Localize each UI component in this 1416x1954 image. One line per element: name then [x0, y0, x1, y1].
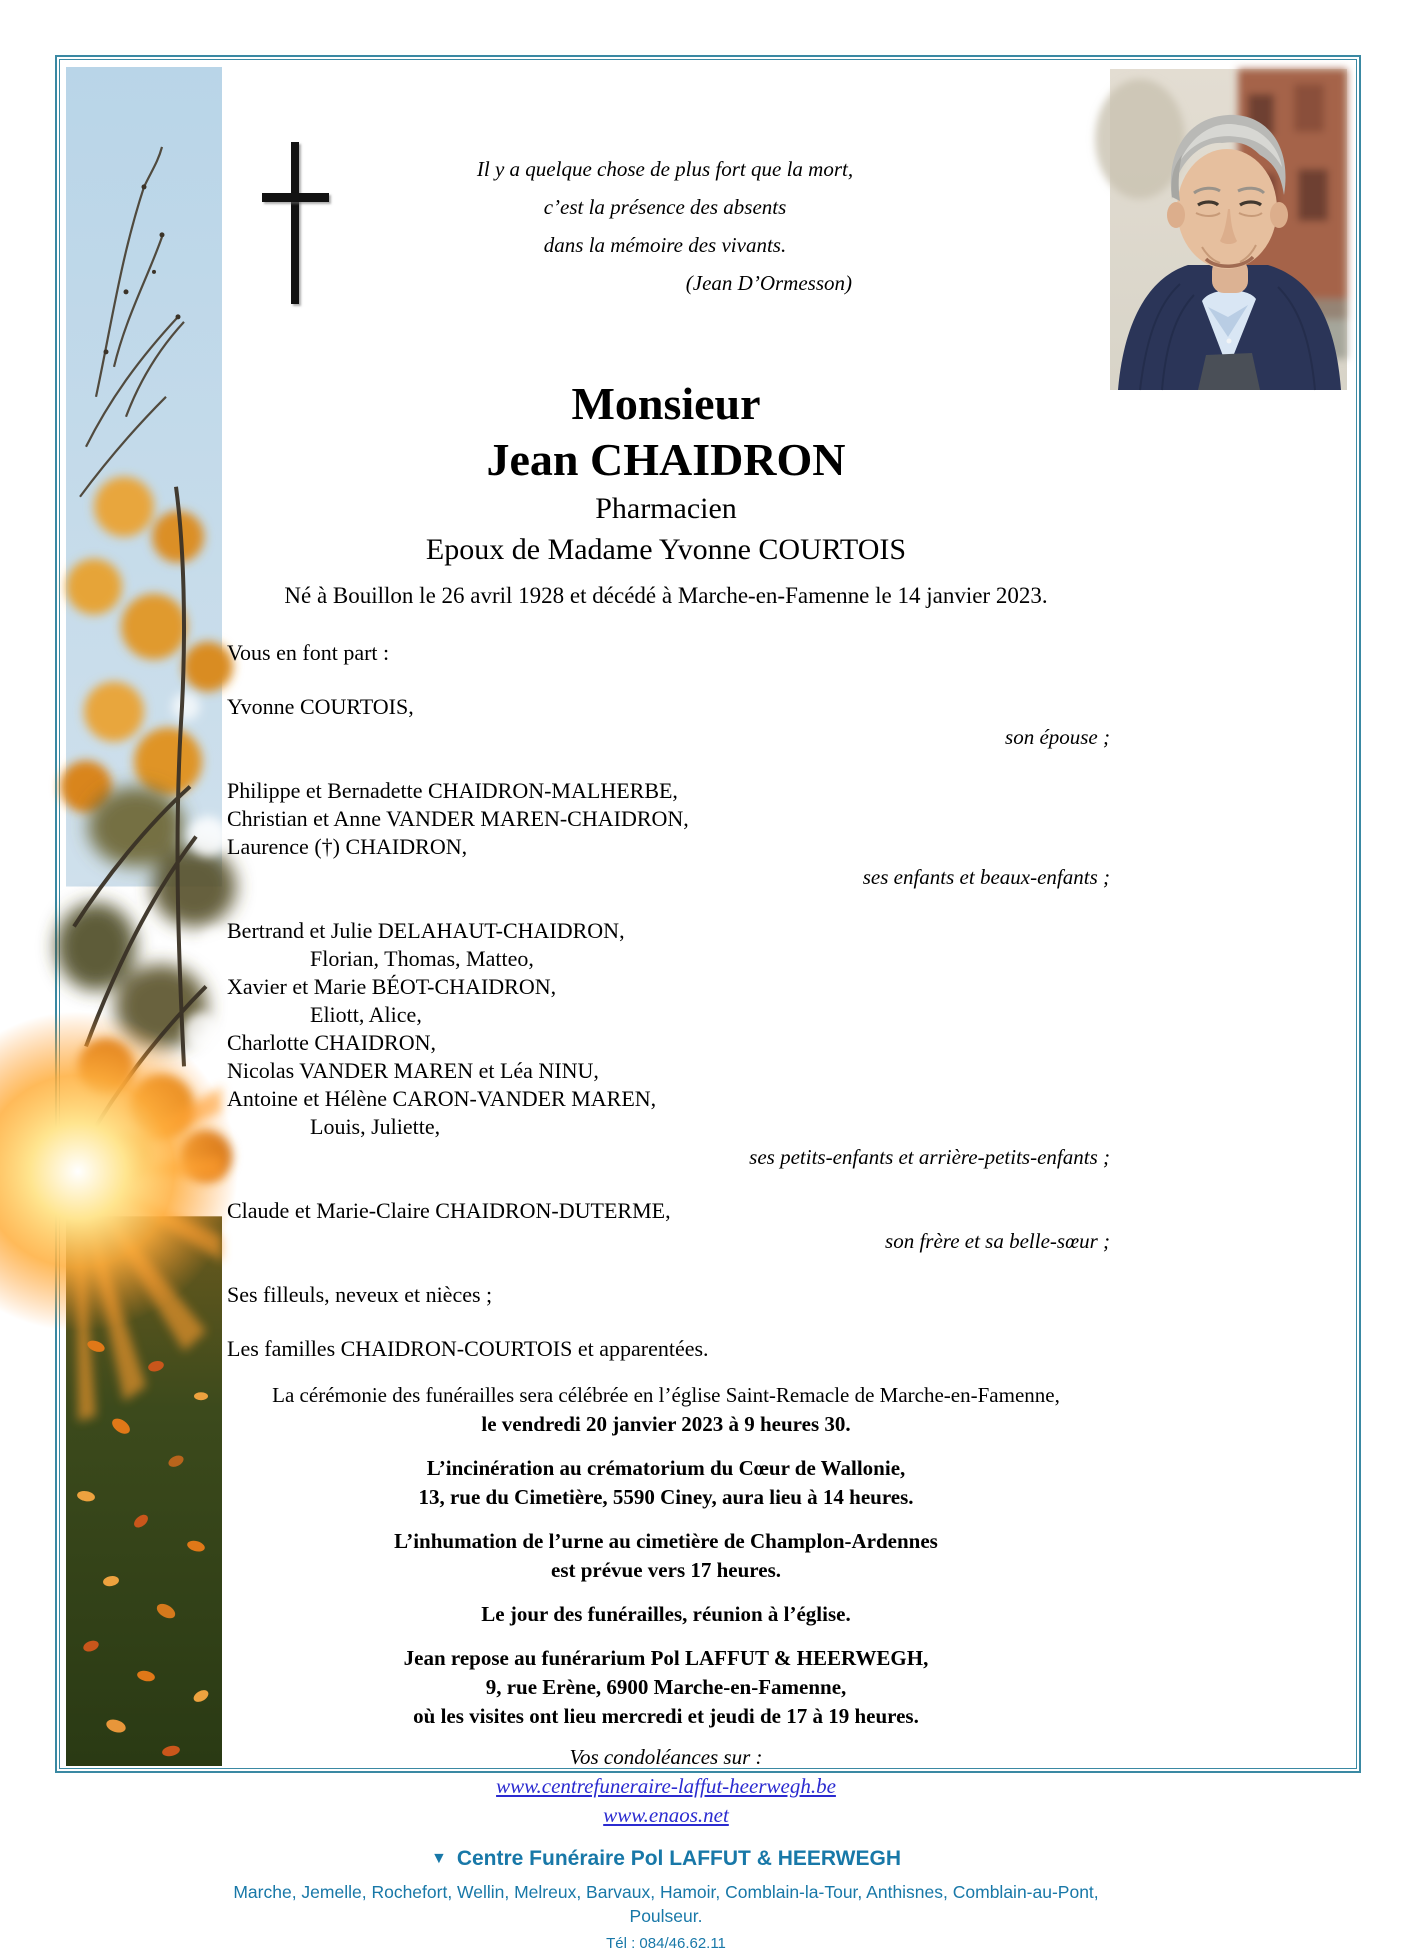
- family-member-line: Nicolas VANDER MAREN et Léa NINU,: [227, 1058, 599, 1083]
- family-member-line: Antoine et Hélène CARON-VANDER MAREN,: [227, 1086, 657, 1111]
- ceremony-line: L’inhumation de l’urne au cimetière de Champlon-Ardennes: [394, 1529, 938, 1553]
- funeral-home-name-text: Centre Funéraire Pol LAFFUT & HEERWEGH: [456, 1847, 901, 1870]
- announcement-body: [222, 376, 1110, 1954]
- condolence-website-link[interactable]: www.centrefuneraire-laffut-heerwegh.be: [496, 1774, 836, 1798]
- relationship-label: ses petits-enfants et arrière-petits-enfants ;: [749, 1145, 1110, 1169]
- ceremony-paragraph: [222, 1454, 1110, 1512]
- condolences-label: Vos condoléances sur :: [569, 1745, 763, 1769]
- family-member-line: Ses filleuls, neveux et nièces ;: [227, 1282, 493, 1307]
- family-member-line: Claude et Marie-Claire CHAIDRON-DUTERME,: [227, 1198, 671, 1223]
- deceased-profession: Pharmacien: [595, 492, 737, 525]
- family-member-line: Louis, Juliette,: [310, 1114, 441, 1139]
- ceremony-line: 9, rue Erène, 6900 Marche-en-Famenne,: [485, 1675, 847, 1699]
- deceased-name: Jean CHAIDRON: [486, 434, 846, 485]
- ceremony-line: le vendredi 20 janvier 2023 à 9 heures 30.: [481, 1412, 851, 1436]
- quote-line: Il y a quelque chose de plus fort que la mort,: [476, 157, 854, 181]
- ceremony-paragraph: [222, 1644, 1110, 1731]
- relationship-label: son épouse ;: [1005, 725, 1110, 749]
- family-list: [222, 693, 1110, 1363]
- family-member-line: Laurence (†) CHAIDRON,: [227, 834, 468, 859]
- ceremony-line: Jean repose au funérarium Pol LAFFUT & HEERWEGH,: [403, 1646, 929, 1670]
- condolences-section: [222, 1743, 1110, 1830]
- triangle-icon: ▼: [430, 1850, 447, 1867]
- portrait-photo: [1110, 69, 1347, 390]
- quote-line: dans la mémoire des vivants.: [543, 233, 787, 257]
- ceremony-paragraph: [222, 1600, 1110, 1629]
- ceremony-line: est prévue vers 17 heures.: [551, 1558, 781, 1582]
- family-member-line: Xavier et Marie BÉOT-CHAIDRON,: [227, 974, 557, 999]
- family-member-line: Christian et Anne VANDER MAREN-CHAIDRON,: [227, 806, 689, 831]
- announcement-intro: Vous en font part :: [227, 640, 390, 665]
- family-member-line: Bertrand et Julie DELAHAUT-CHAIDRON,: [227, 918, 625, 943]
- ceremony-line: L’incinération au crématorium du Cœur de Wallonie,: [426, 1456, 906, 1480]
- ceremony-paragraph: [222, 1381, 1110, 1439]
- quote-attribution: (Jean D’Ormesson): [685, 271, 852, 295]
- family-member-line: Philippe et Bernadette CHAIDRON-MALHERBE,: [227, 778, 678, 803]
- relationship-label: ses enfants et beaux-enfants ;: [862, 865, 1110, 889]
- ceremony-section: [222, 1381, 1110, 1731]
- condolences-links: [222, 1772, 1110, 1830]
- ceremony-paragraph: [222, 1527, 1110, 1585]
- family-member-line: Charlotte CHAIDRON,: [227, 1030, 436, 1055]
- life-dates-line: Né à Bouillon le 26 avril 1928 et décédé à Marche-en-Famenne le 14 janvier 2023.: [284, 583, 1048, 608]
- funeral-home-name: [222, 1844, 1110, 1874]
- ceremony-line: 13, rue du Cimetière, 5590 Ciney, aura lieu à 14 heures.: [418, 1485, 914, 1509]
- deceased-spouse-line: Epoux de Madame Yvonne COURTOIS: [425, 533, 907, 566]
- family-member-line: Florian, Thomas, Matteo,: [310, 946, 534, 971]
- funeral-home-phone: Tél : 084/46.62.11: [606, 1935, 726, 1952]
- memorial-quote: [420, 150, 910, 302]
- ceremony-line: Le jour des funérailles, réunion à l’église.: [481, 1602, 851, 1626]
- condolence-website-link[interactable]: www.enaos.net: [603, 1803, 729, 1827]
- quote-line: c’est la présence des absents: [543, 195, 787, 219]
- relationship-label: son frère et sa belle-sœur ;: [885, 1229, 1110, 1253]
- ceremony-line: La cérémonie des funérailles sera célébrée en l’église Saint-Remacle de Marche-en-Famenne,: [272, 1383, 1060, 1407]
- family-member-line: Eliott, Alice,: [310, 1002, 422, 1027]
- funeral-home-footer: [222, 1844, 1110, 1954]
- ceremony-line: où les visites ont lieu mercredi et jeudi de 17 à 19 heures.: [413, 1704, 919, 1728]
- autumn-photo-strip: [66, 67, 222, 1766]
- deceased-title: Monsieur: [571, 378, 761, 429]
- family-member-line: Yvonne COURTOIS,: [227, 694, 414, 719]
- family-member-line: Les familles CHAIDRON-COURTOIS et apparentées.: [227, 1336, 709, 1361]
- funeral-home-cities: Marche, Jemelle, Rochefort, Wellin, Melreux, Barvaux, Hamoir, Comblain-la-Tour, Anthisnes, Comblain-au-Pont, Poulseur.: [233, 1882, 1099, 1926]
